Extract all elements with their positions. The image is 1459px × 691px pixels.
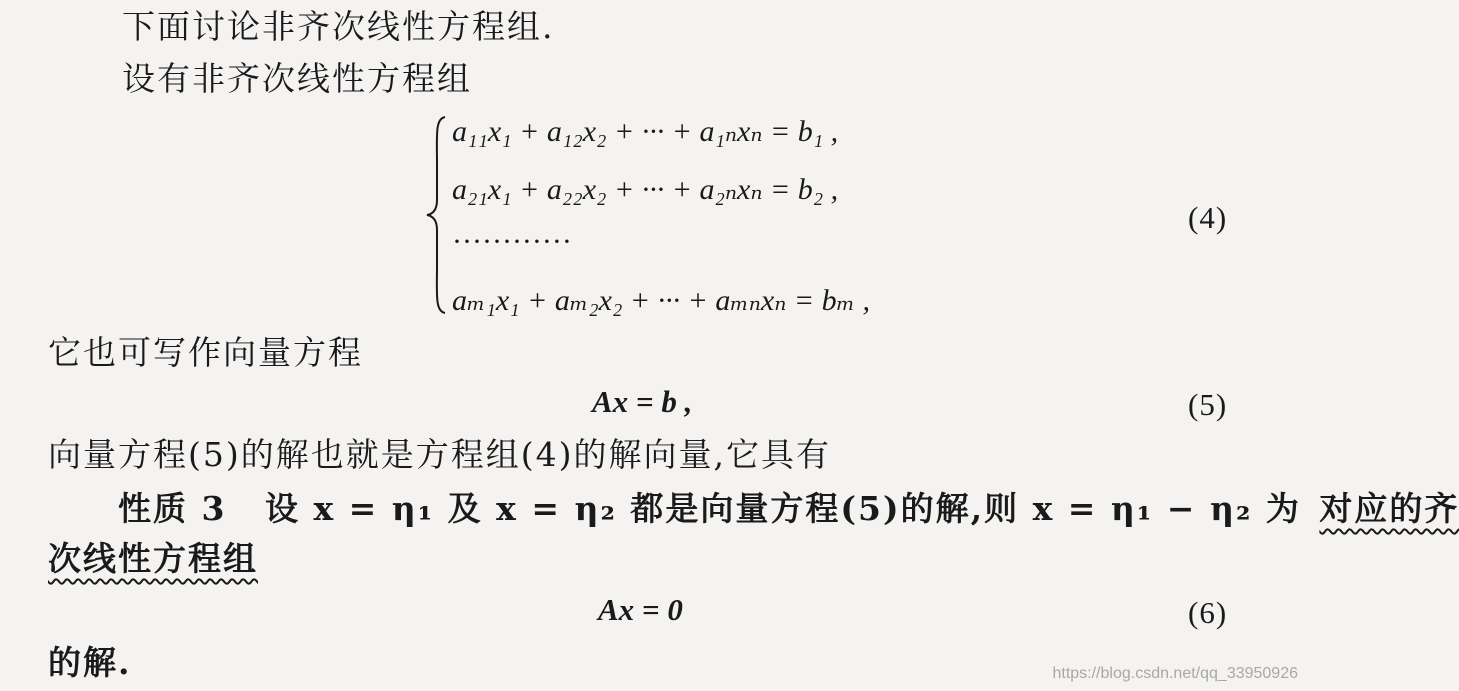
paragraph-end: 的解. xyxy=(48,643,132,682)
equation-5: Ax = b , xyxy=(592,384,693,419)
equation-number-5: (5) xyxy=(1188,387,1228,422)
left-brace-icon xyxy=(425,115,449,315)
system-row-2: a₂₁x₁ + a₂₂x₂ + ··· + a₂ₙxₙ = b₂ , xyxy=(452,173,839,206)
watermark-url: https://blog.csdn.net/qq_33950926 xyxy=(1052,665,1298,682)
system-row-ellipsis: ············ xyxy=(452,225,572,258)
equation-number-4: (4) xyxy=(1188,200,1228,235)
system-row-m: aₘ₁x₁ + aₘ₂x₂ + ··· + aₘₙxₙ = bₘ , xyxy=(452,284,871,317)
paragraph-system-intro: 设有非齐次线性方程组 xyxy=(122,59,472,98)
property-text: 设 x = η₁ 及 x = η₂ 都是向量方程(5)的解,则 x = η₁ − η₂ 为 xyxy=(264,489,1301,528)
property-emphasis-b: 次线性方程组 xyxy=(48,539,258,578)
equation-6: Ax = 0 xyxy=(598,592,683,627)
paragraph-solution-vector: 向量方程(5)的解也就是方程组(4)的解向量,它具有 xyxy=(48,435,831,474)
property-3-line-1 xyxy=(118,489,1459,528)
property-label: 性质 3 xyxy=(118,489,227,528)
system-row-1: a₁₁x₁ + a₁₂x₂ + ··· + a₁ₙxₙ = b₁ , xyxy=(452,115,839,148)
paragraph-vector-form: 它也可写作向量方程 xyxy=(48,333,363,372)
property-3-line-2 xyxy=(48,539,258,578)
paragraph-intro: 下面讨论非齐次线性方程组. xyxy=(122,7,555,46)
property-emphasis-a: 对应的齐 xyxy=(1319,489,1459,528)
equation-number-6: (6) xyxy=(1188,595,1228,630)
